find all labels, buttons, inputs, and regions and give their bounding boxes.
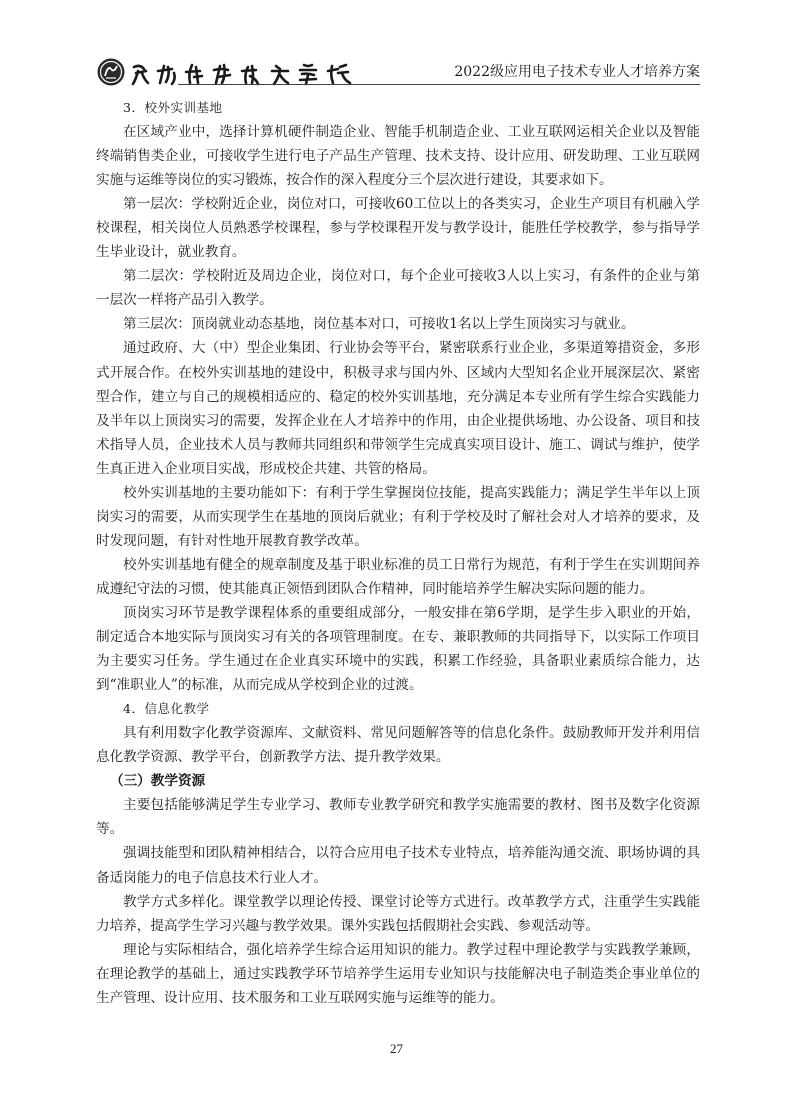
paragraph: 第三层次：顶岗就业动态基地，岗位基本对口，可接收1名以上学生顶岗实习与就业。 (123, 316, 635, 333)
document-title: 2022级应用电子技术专业人才培养方案 (454, 64, 700, 80)
paragraph: 顶岗实习环节是教学课程体系的重要组成部分，一般安排在第6学期，是学生步入职业的开始，制定适合本地实际与顶岗实习有关的各项管理制度。在专、兼职教师的共同指导下，以实际工作项目为主要实习任务。学生通过在企业真实环境中的实践，积累工作经验，具备职业素质综合能力，达到“准职业人”的标准，从而完成从学校到企业的过渡。 (96, 604, 700, 694)
subsection-heading: 4．信息化教学 (123, 701, 210, 717)
body-content (96, 96, 700, 1010)
paragraph: 主要包括能够满足学生专业学习、教师专业教学研究和教学实施需要的教材、图书及数字化资源等。 (96, 797, 700, 838)
page-header (96, 55, 700, 93)
school-seal-icon (96, 57, 126, 87)
paragraph: 在区域产业中，选择计算机硬件制造企业、智能手机制造企业、工业互联网运相关企业以及智能终端销售类企业，可接收学生进行电子产品生产管理、技术支持、设计应用、研发助理、工业互联网实施与运维等岗位的实习锻炼，按合作的深入程度分三个层次进行建设，其要求如下。 (96, 124, 700, 189)
paragraph: 理论与实际相结合，强化培养学生综合运用知识的能力。教学过程中理论教学与实践教学兼顾，在理论教学的基础上，通过实践教学环节培养学生运用专业知识与技能解决电子制造类企事业单位的生产管理、设计应用、技术服务和工业互联网实施与运维等的能力。 (96, 941, 700, 1006)
paragraph: 第一层次：学校附近企业，岗位对口，可接收60工位以上的各类实习，企业生产项目有机融入学校课程，相关岗位人员熟悉学校课程，参与学校课程开发与教学设计，能胜任学校教学，参与指导学生毕业设计，就业教育。 (96, 196, 700, 261)
paragraph: 校外实训基地有健全的规章制度及基于职业标准的员工日常行为规范，有利于学生在实训期间养成遵纪守法的习惯，使其能真正领悟到团队合作精神，同时能培养学生解决实际问题的能力。 (96, 556, 700, 597)
paragraph: 强调技能型和团队精神相结合，以符合应用电子技术专业特点，培养能沟通交流、职场协调的具备适岗能力的电子信息技术行业人才。 (96, 845, 700, 886)
paragraph: 第二层次：学校附近及周边企业，岗位对口，每个企业可接收3人以上实习，有条件的企业与第一层次一样将产品引入教学。 (96, 268, 700, 309)
paragraph: 通过政府、大（中）型企业集团、行业协会等平台，紧密联系行业企业，多渠道筹措资金，多形式开展合作。在校外实训基地的建设中，积极寻求与国内外、区域内大型知名企业开展深层次、紧密型合作，建立与自己的规模相适应的、稳定的校外实训基地，充分满足本专业所有学生综合实践能力及半年以上顶岗实习的需要，发挥企业在人才培养中的作用，由企业提供场地、办公设备、项目和技术指导人员，企业技术人员与教师共同组织和带领学生完成真实项目设计、施工、调试与维护，使学生真正进入企业项目实战，形成校企共建、共管的格局。 (96, 340, 700, 477)
paragraph: 校外实训基地的主要功能如下：有利于学生掌握岗位技能，提高实践能力；满足学生半年以上顶岗实习的需要，从而实现学生在基地的顶岗后就业；有利于学校及时了解社会对人才培养的要求，及时发现问题，有针对性地开展教育教学改革。 (96, 484, 700, 549)
page-number: 27 (390, 1041, 403, 1056)
header-divider (178, 84, 700, 85)
section-heading: （三）教学资源 (110, 773, 206, 790)
subsection-heading: 3．校外实训基地 (123, 100, 223, 115)
paragraph: 具有利用数字化教学资源库、文献资料、常见问题解答等的信息化条件。鼓励教师开发并利用信息化教学资源、教学平台，创新教学方法、提升教学效果。 (96, 725, 700, 766)
paragraph: 教学方式多样化。课堂教学以理论传授、课堂讨论等方式进行。改革教学方式，注重学生实践能力培养，提高学生学习兴趣与教学效果。课外实践包括假期社会实践、参观活动等。 (96, 893, 700, 934)
